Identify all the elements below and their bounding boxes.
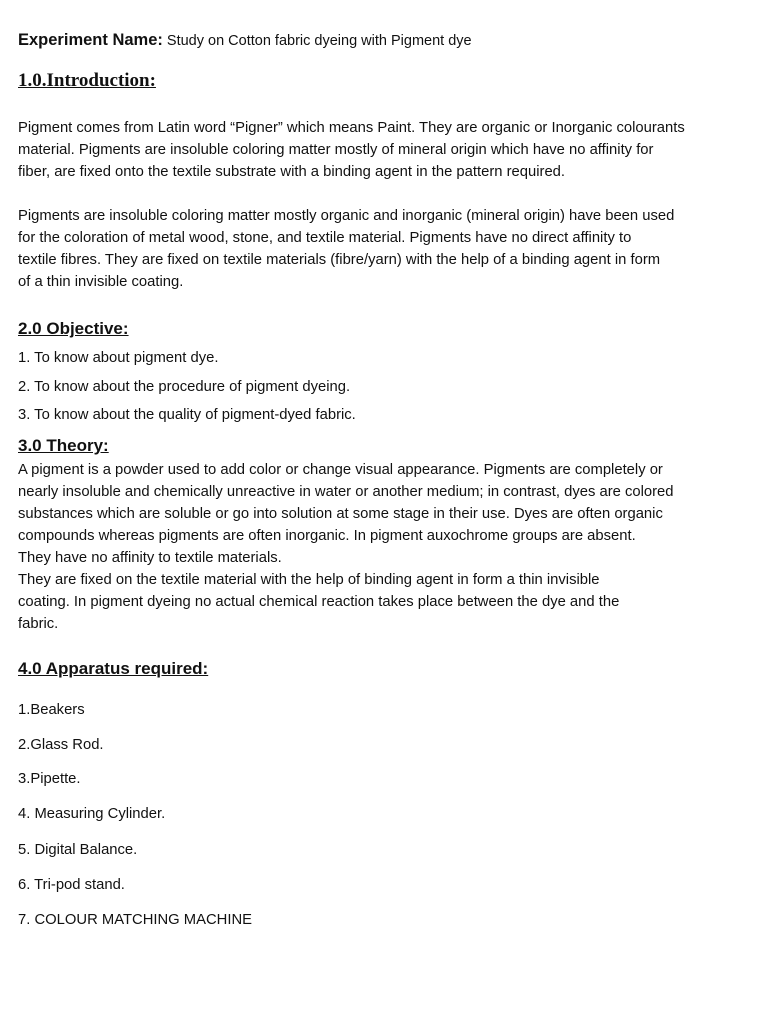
theory-heading: 3.0 Theory: bbox=[18, 436, 109, 455]
text-line: textile fibres. They are fixed on textile materials (fibre/yarn) with the help of a binding agent in form bbox=[18, 252, 661, 268]
experiment-name bbox=[18, 31, 472, 50]
objective-item: 2. To know about the procedure of pigment dyeing. bbox=[18, 379, 351, 395]
text-line: They have no affinity to textile materials. bbox=[18, 550, 282, 566]
apparatus-heading: 4.0 Apparatus required: bbox=[18, 659, 209, 678]
text-line: material. Pigments are insoluble coloring matter mostly of mineral origin which have no affinity for bbox=[18, 142, 654, 158]
apparatus-item: 2.Glass Rod. bbox=[18, 737, 104, 753]
apparatus-item: 5. Digital Balance. bbox=[18, 842, 138, 858]
text-line: coating. In pigment dyeing no actual chemical reaction takes place between the dye and the bbox=[18, 594, 620, 610]
apparatus-item: 6. Tri-pod stand. bbox=[18, 877, 125, 893]
experiment-name-label: Experiment Name: bbox=[18, 31, 163, 49]
text-line: nearly insoluble and chemically unreactive in water or another medium; in contrast, dyes are colored bbox=[18, 484, 674, 500]
text-line: fabric. bbox=[18, 616, 59, 632]
text-line: substances which are soluble or go into solution at some stage in their use. Dyes are often organic bbox=[18, 506, 663, 522]
introduction-paragraph-1 bbox=[18, 117, 758, 183]
text-line: compounds whereas pigments are often inorganic. In pigment auxochrome groups are absent. bbox=[18, 528, 636, 544]
apparatus-item: 4. Measuring Cylinder. bbox=[18, 806, 166, 822]
text-line: A pigment is a powder used to add color or change visual appearance. Pigments are completely or bbox=[18, 462, 663, 478]
apparatus-item: 1.Beakers bbox=[18, 702, 85, 718]
text-line: fiber, are fixed onto the textile substrate with a binding agent in the pattern required. bbox=[18, 164, 566, 180]
apparatus-item: 7. COLOUR MATCHING MACHINE bbox=[18, 912, 253, 928]
theory-paragraph bbox=[18, 459, 758, 635]
introduction-paragraph-2 bbox=[18, 205, 758, 293]
objective-heading: 2.0 Objective: bbox=[18, 319, 129, 338]
text-line: Pigments are insoluble coloring matter mostly organic and inorganic (mineral origin) have been used bbox=[18, 208, 675, 224]
experiment-name-value: Study on Cotton fabric dyeing with Pigment dye bbox=[162, 33, 472, 49]
introduction-heading: 1.0.Introduction: bbox=[18, 70, 156, 91]
text-line: for the coloration of metal wood, stone, and textile material. Pigments have no direct affinity to bbox=[18, 230, 632, 246]
apparatus-item: 3.Pipette. bbox=[18, 771, 81, 787]
text-line: Pigment comes from Latin word “Pigner” which means Paint. They are organic or Inorganic colourants bbox=[18, 120, 685, 136]
objective-item: 3. To know about the quality of pigment-dyed fabric. bbox=[18, 407, 356, 423]
text-line: of a thin invisible coating. bbox=[18, 274, 184, 290]
text-line: They are fixed on the textile material with the help of binding agent in form a thin invisible bbox=[18, 572, 600, 588]
objective-item: 1. To know about pigment dye. bbox=[18, 350, 219, 366]
